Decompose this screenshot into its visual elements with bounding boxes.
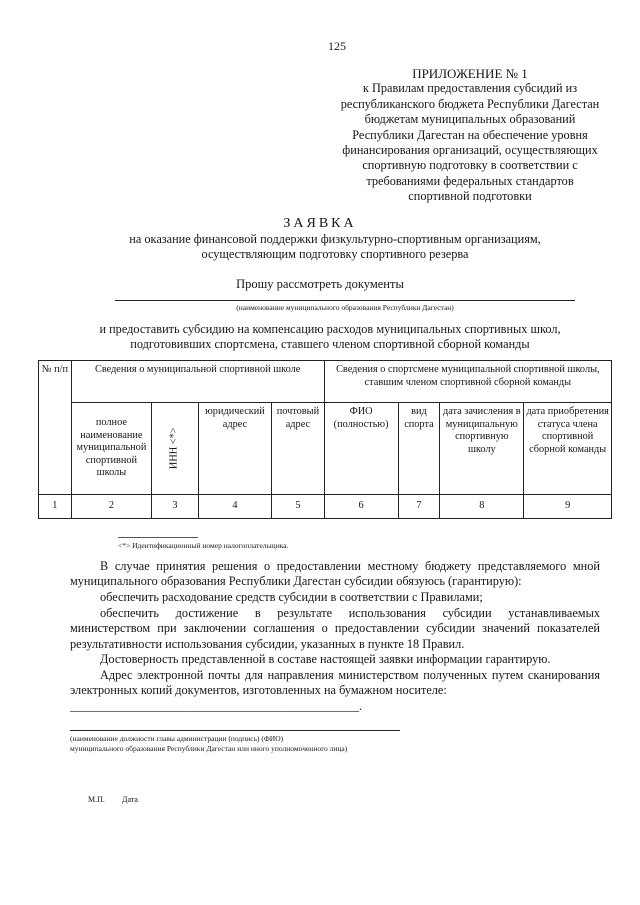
table-number-cell: 4 xyxy=(198,495,271,519)
paragraph-results: обеспечить достижение в результате использования субсидии устанавливаемых министерством при заключении соглашения о предоставлении субсидии значений показателей результативности использования субсидии, указанных в пункте 18 Правил. xyxy=(70,606,600,651)
col-number-header: № п/п xyxy=(39,361,72,495)
footnote: <*> Идентификационный номер налогоплательщика. xyxy=(118,541,289,550)
header-fio: ФИО (полностью) xyxy=(324,403,398,495)
table-number-cell: 5 xyxy=(272,495,324,519)
school-group-header: Сведения о муниципальной спортивной школе xyxy=(71,361,324,403)
subtitle-line: на оказание финансовой поддержки физкультурно-спортивным организациям, xyxy=(129,232,541,246)
header-postal-address: почтовый адрес xyxy=(272,403,324,495)
appendix-line: спортивной подготовки xyxy=(408,189,532,204)
provide-line: и предоставить субсидию на компенсацию расходов муниципальных спортивных школ, xyxy=(99,322,561,336)
provide-text xyxy=(70,322,590,352)
signature-caption-line: (наименование должности главы администрации (подпись) (ФИО) xyxy=(70,734,284,743)
appendix-line: бюджетам муниципальных образований xyxy=(364,112,576,127)
header-inn xyxy=(152,403,199,495)
table-number-cell: 3 xyxy=(152,495,199,519)
header-sport: вид спорта xyxy=(398,403,440,495)
appendix-line: спортивную подготовку в соответствии с xyxy=(362,158,578,173)
appendix-line: к Правилам предоставления субсидий из xyxy=(362,81,578,96)
athlete-group-header: Сведения о спортсмене муниципальной спортивной школы, ставшим членом спортивной сборной команды xyxy=(324,361,611,403)
paragraph-spending: обеспечить расходование средств субсидии в соответствии с Правилами; xyxy=(100,590,483,604)
municipality-caption: (наименование муниципального образования Республики Дагестан) xyxy=(236,303,454,312)
table-number-cell: 9 xyxy=(524,495,612,519)
date-label: Дата xyxy=(122,795,138,804)
page-number: 125 xyxy=(328,39,346,53)
signature-caption xyxy=(70,734,430,754)
request-text: Прошу рассмотреть документы xyxy=(236,277,404,291)
signature-line xyxy=(70,730,400,731)
appendix-header: ПРИЛОЖЕНИЕ № 1 xyxy=(412,66,528,81)
appendix-line: республиканского бюджета Республики Дагестан xyxy=(340,96,600,111)
document-subtitle xyxy=(100,232,570,262)
appendix-line: Республики Дагестан на обеспечение уровня xyxy=(352,127,588,142)
table-number-cell: 8 xyxy=(440,495,524,519)
application-table xyxy=(38,360,612,519)
document-title: ЗАЯВКА xyxy=(283,216,357,231)
appendix-line: финансирования организаций, осуществляющих xyxy=(342,143,598,158)
provide-line: подготовивших спортсмена, ставшего членом спортивной сборной команды xyxy=(130,337,530,351)
header-full-name: полное наименование муниципальной спортивной школы xyxy=(71,403,151,495)
appendix-block xyxy=(310,66,630,205)
subtitle-line: осуществляющим подготовку спортивного резерва xyxy=(201,247,469,261)
stamp-label: М.П. xyxy=(88,795,105,804)
table-number-cell: 1 xyxy=(39,495,72,519)
header-inn-text: ИНН <*> xyxy=(168,427,180,470)
header-status-date: дата приобретения статуса члена спортивной сборной команды xyxy=(524,403,612,495)
table-number-cell: 2 xyxy=(71,495,151,519)
municipality-underline xyxy=(115,300,575,301)
table-number-cell: 7 xyxy=(398,495,440,519)
appendix-line: требованиями федеральных стандартов xyxy=(366,173,574,188)
footnote-separator xyxy=(118,537,198,538)
table-number-cell: 6 xyxy=(324,495,398,519)
header-legal-address: юридический адрес xyxy=(198,403,271,495)
paragraph-email: Адрес электронной почты для направления министерством полученных путем сканирования электронных копий документов, изготовленных на бумажном носителе: xyxy=(70,668,600,698)
header-enroll-date: дата зачисления в муниципальную спортивную школу xyxy=(440,403,524,495)
paragraph-obligation: В случае принятия решения о предоставлении местному бюджету представляемого мной муниципального образования Республики Дагестан субсидии обязуюсь (гарантирую): xyxy=(70,559,600,589)
signature-caption-line: муниципального образования Республики Дагестан или иного уполномоченного лица) xyxy=(70,744,348,753)
email-blank-line: _______________________________________________. xyxy=(70,699,363,713)
paragraph-reliability: Достоверность представленной в составе настоящей заявки информации гарантирую. xyxy=(100,652,551,666)
